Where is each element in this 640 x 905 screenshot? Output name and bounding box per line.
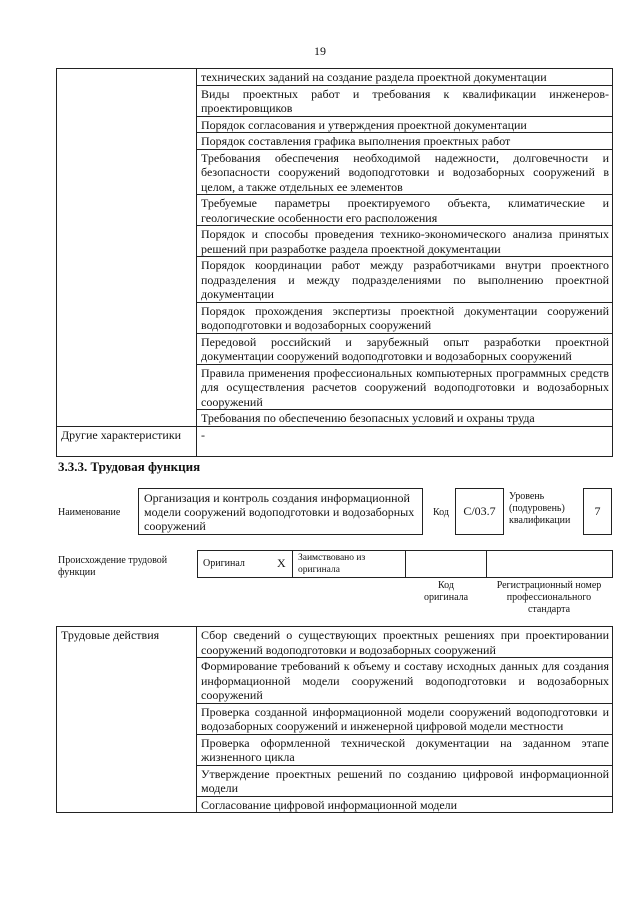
table-row: Утверждение проектных решений по созданию цифровой информационной модели (197, 765, 613, 796)
table-row: Требования по обеспечению безопасных условий и охраны труда (197, 410, 613, 427)
table-row: Проверка оформленной технической документации на заданном этапе жизненного цикла (197, 734, 613, 765)
original-mark: X (277, 556, 286, 570)
level-value: 7 (594, 504, 601, 518)
table-row: Сбор сведений о существующих проектных решениях при проектировании сооружений водоподготовки и водозаборных сооружений (197, 627, 613, 658)
origin-label: Происхождение трудовой функции (58, 555, 168, 578)
table-row: Требуемые параметры проектируемого объекта, климатические и геологические особенности его расположения (197, 195, 613, 226)
table-row: технических заданий на создание раздела проектной документации (197, 69, 613, 86)
table-row: Согласование цифровой информационной модели (197, 796, 613, 813)
code-label: Код (433, 507, 449, 518)
other-characteristics-value: - (197, 426, 613, 456)
name-label: Наименование (58, 507, 121, 518)
table-row: Порядок составления графика выполнения проектных работ (197, 133, 613, 150)
level-box (583, 488, 612, 535)
code-original-label: Код оригинала (423, 580, 469, 603)
table-row: Формирование требований к объему и составу исходных данных для создания информационной модели сооружений водоподготовки и водозаборных сооружений (197, 658, 613, 704)
borrowed-label: Заимствовано из оригинала (298, 553, 366, 575)
origin-divider (405, 550, 406, 577)
origin-divider (292, 550, 293, 577)
name-box (138, 488, 423, 535)
table-row: Передовой российский и зарубежный опыт разработки проектной документации сооружений водоподготовки и водозаборных сооружений (197, 333, 613, 364)
labor-actions-label: Трудовые действия (57, 627, 197, 813)
knowledge-table (56, 68, 613, 457)
table-row: Порядок и способы проведения технико-экономического анализа принятых решений при разработке раздела проектной документации (197, 226, 613, 257)
table-row: Порядок согласования и утверждения проектной документации (197, 116, 613, 133)
labor-actions-table (56, 626, 613, 813)
table-row: Правила применения профессиональных компьютерных программных средств для осуществления расчетов сооружений водоподготовки и водозаборных сооружений (197, 364, 613, 410)
origin-divider (486, 550, 487, 577)
original-label: Оригинал (203, 558, 245, 569)
other-characteristics-label: Другие характеристики (57, 426, 197, 456)
code-box (455, 488, 504, 535)
level-label: Уровень (подуровень) квалификации (509, 491, 571, 526)
table-row: Порядок координации работ между разработчиками внутри проектного подразделения и между подразделениями по выполнению проектной документации (197, 257, 613, 303)
table-row: Требования обеспечения необходимой надежности, долговечности и безопасности сооружений водоподготовки и водозаборных сооружений в целом, а также отдельных ее элементов (197, 149, 613, 195)
knowledge-label-cell (57, 69, 197, 427)
table-row: Проверка созданной информационной модели сооружений водоподготовки и водозаборных сооружений и инженерной цифровой модели местности (197, 703, 613, 734)
section-title: 3.3.3. Трудовая функция (58, 459, 201, 474)
code-value: С/03.7 (463, 504, 496, 518)
table-row: Порядок прохождения экспертизы проектной документации сооружений водоподготовки и водозаборных сооружений (197, 302, 613, 333)
page-number: 19 (314, 44, 326, 58)
table-row: Виды проектных работ и требования к квалификации инженеров-проектировщиков (197, 85, 613, 116)
name-value: Организация и контроль создания информационной модели сооружений водоподготовки и водозаборных сооружений (144, 491, 415, 533)
reg-number-label: Регистрационный номер профессионального стандарта (496, 580, 602, 615)
